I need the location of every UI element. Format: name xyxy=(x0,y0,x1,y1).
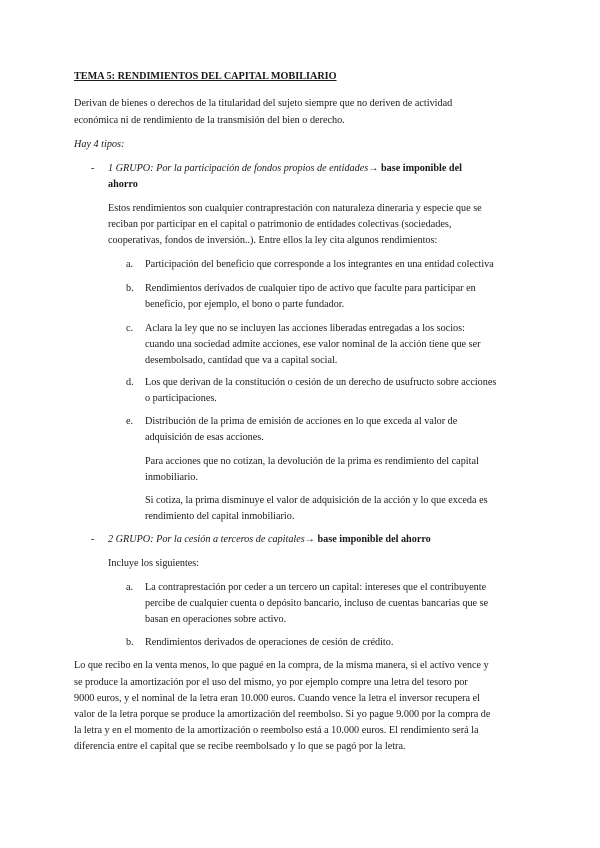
group1-heading-bold-cont: ahorro xyxy=(108,179,138,190)
group1-bullet: - xyxy=(91,163,95,174)
closing-line: valor de la letra porque se produce la amortización del reembolso. Si yo pague 9.000 por la compra de xyxy=(74,709,491,720)
list-item-line: percibe de cualquier cuenta o depósito bancario, incluso de cuentas bancarias que se xyxy=(145,598,489,609)
note-line: Si cotiza, la prima disminuye el valor de adquisición de la acción y lo que exceda es xyxy=(145,495,488,506)
list-item-line: o participaciones. xyxy=(145,393,217,404)
types-intro: Hay 4 tipos: xyxy=(74,139,125,150)
intro-line: económica ni de rendimiento de la transmisión del bien o derecho. xyxy=(74,115,345,126)
list-marker: b. xyxy=(126,637,134,648)
intro-line: Derivan de bienes o derechos de la titularidad del sujeto siempre que no deriven de actividad xyxy=(74,98,453,109)
list-item-line: basan en operaciones sobre activo. xyxy=(145,614,287,625)
list-item-line: Participación del beneficio que corresponde a los integrantes en una entidad colectiva xyxy=(145,259,494,270)
note-line: rendimiento del capital inmobiliario. xyxy=(145,511,295,522)
closing-line: diferencia entre el capital que se recibe reembolsado y lo que se pagó por la letra. xyxy=(74,741,406,752)
list-item-line: beneficio, por ejemplo, el bono o parte fundador. xyxy=(145,299,345,310)
list-item-line: adquisición de esas acciones. xyxy=(145,432,264,443)
list-marker: e. xyxy=(126,416,134,427)
list-marker: c. xyxy=(126,323,134,334)
group1-heading-bold: base imponible del xyxy=(378,163,462,174)
list-marker: a. xyxy=(126,259,134,270)
closing-line: Lo que recibo en la venta menos, lo que pagué en la compra, de la misma manera, si el activo vence y xyxy=(74,660,489,671)
note-line: inmobiliario. xyxy=(145,472,198,483)
group2-bullet: - xyxy=(91,534,95,545)
group2-includes: Incluye los siguientes: xyxy=(108,558,200,569)
list-item-line: Rendimientos derivados de operaciones de cesión de crédito. xyxy=(145,637,394,648)
closing-line: 9000 euros, y el nominal de la letra eran 10.000 euros. Cuando vence la letra el inversor recupera el xyxy=(74,693,480,704)
list-item-line: Aclara la ley que no se incluyen las acciones liberadas entregadas a los socios: xyxy=(145,323,465,334)
closing-line: la letra y en el momento de la amortización o reembolso está a 10.000 euros. El rendimiento será la xyxy=(74,725,479,736)
group1-heading xyxy=(108,160,462,177)
note-line: Para acciones que no cotizan, la devolución de la prima es rendimiento del capital xyxy=(145,456,479,467)
list-marker: a. xyxy=(126,582,134,593)
group1-description-line: cooperativas, fondos de inversión..). Entre ellos la ley cita algunos rendimientos: xyxy=(108,235,438,246)
group2-heading-italic: 2 GRUPO: Por la cesión a terceros de capitales xyxy=(108,534,305,545)
closing-line: se produce la amortización por el uso del mismo, yo por ejemplo compre una letra del tesoro por xyxy=(74,677,468,688)
group2-heading xyxy=(108,531,431,548)
group1-description-line: reciban por participar en el capital o patrimonio de entidades colectivas (sociedades, xyxy=(108,219,452,230)
group2-heading-bold: base imponible del ahorro xyxy=(314,534,431,545)
list-item-line: La contraprestación por ceder a un tercero un capital: intereses que el contribuyente xyxy=(145,582,487,593)
list-item-line: desembolsado, cantidad que va a capital social. xyxy=(145,355,338,366)
group1-description-line: Estos rendimientos son cualquier contraprestación con naturaleza dineraria y especie que se xyxy=(108,203,482,214)
list-item-line: Los que derivan de la constitución o cesión de un derecho de usufructo sobre acciones xyxy=(145,377,497,388)
document-title: TEMA 5: RENDIMIENTOS DEL CAPITAL MOBILIARIO xyxy=(74,71,337,82)
arrow-icon: → xyxy=(368,163,379,174)
arrow-icon: → xyxy=(304,534,315,545)
list-item-line: Distribución de la prima de emisión de acciones en lo que exceda al valor de xyxy=(145,416,458,427)
list-item-line: Rendimientos derivados de cualquier tipo de activo que faculte para participar en xyxy=(145,283,476,294)
list-marker: d. xyxy=(126,377,134,388)
list-item-line: cuando una sociedad admite acciones, ese valor nominal de la acción tiene que ser xyxy=(145,339,481,350)
list-marker: b. xyxy=(126,283,134,294)
group1-heading-italic: 1 GRUPO: Por la participación de fondos propios de entidades xyxy=(108,163,369,174)
